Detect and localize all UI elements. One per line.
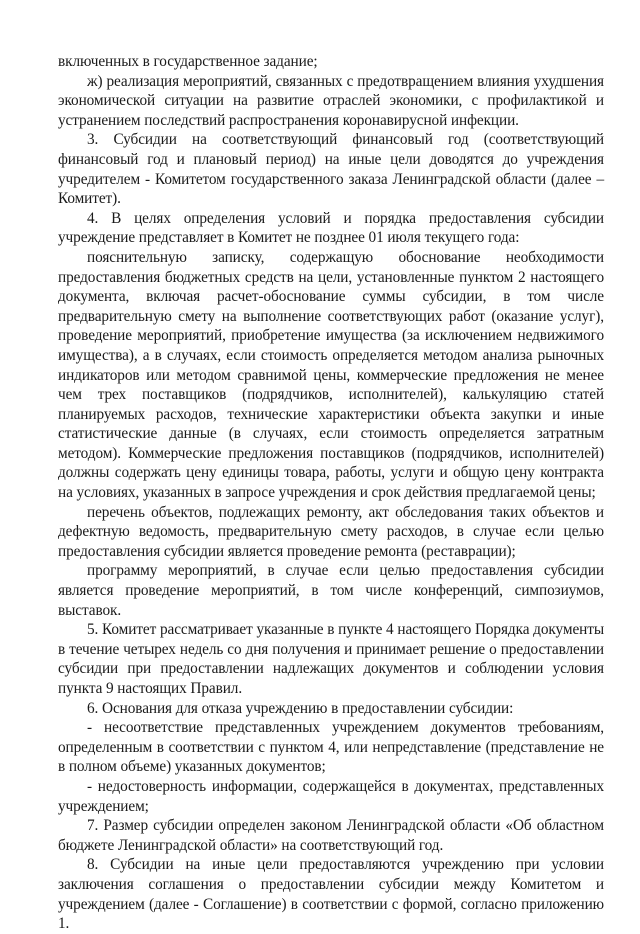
paragraph-5: 5. Комитет рассматривает указанные в пункте 4 настоящего Порядка документы в течение четырех недель со дня получения и принимает решение о предоставлении субсидии при предоставлении надлежащих документов и соблюдении условия пункта 9 настоящих Правил. (58, 621, 604, 697)
paragraph-4: 4. В целях определения условий и порядка предоставления субсидии учреждение представляет в Комитет не позднее 01 июля текущего года: (58, 209, 604, 247)
paragraph-8: 8. Субсидии на иные цели предоставляются учреждению при условии заключения соглашения о предоставлении субсидии между Комитетом и учреждением (далее - Соглашение) в соответствии с формой, согласно приложению 1. (58, 856, 604, 933)
paragraph-continuation: включенных в государственное задание; (58, 53, 318, 70)
paragraph-7: 7. Размер субсидии определен законом Ленинградской области «Об областном бюджете Ленинградской области» на соответствующий год. (58, 817, 604, 854)
paragraph-4-event-program: программу мероприятий, в случае если целью предоставления субсидии является проведение мероприятий, в том числе конференций, симпозиумов, выставок. (58, 562, 604, 619)
paragraph-item-zh: ж) реализация мероприятий, связанных с предотвращением влияния ухудшения экономической ситуации на развитие отраслей экономики, с профилактикой и устранением последствий распространения коронавирусной инфекции. (58, 72, 604, 129)
document-page (58, 52, 604, 933)
paragraph-6-item-1: - несоответствие представленных учреждением документов требованиям, определенным в соответствии с пунктом 4, или непредставление (представление не в полном объеме) указанных документов; (58, 719, 604, 776)
paragraph-3: 3. Субсидии на соответствующий финансовый год (соответствующий финансовый год и плановый период) на иные цели доводятся до учреждения учредителем - Комитетом государственного заказа Ленинградской области (далее – Комитет). (58, 131, 604, 208)
paragraph-6: 6. Основания для отказа учреждению в предоставлении субсидии: (87, 699, 514, 717)
paragraph-6-item-2: - недостоверность информации, содержащейся в документах, представленных учреждением; (58, 777, 604, 815)
paragraph-4-repair-list: перечень объектов, подлежащих ремонту, акт обследования таких объектов и дефектную ведомость, предварительную смету расходов, в случае если целью предоставления субсидии является проведение ремонта (реставрации); (58, 503, 604, 560)
paragraph-4-explanatory-note: пояснительную записку, содержащую обоснование необходимости предоставления бюджетных средств на цели, установленные пунктом 2 настоящего документа, включая расчет-обоснование суммы субсидии, в том числе предварительную смету на выполнение соответствующих работ (оказание услуг), проведение мероприятий, приобретение имущества (за исключением недвижимого имущества), а в случаях, если стоимость определяется методом анализа рыночных индикаторов или методом сравнимой цены, коммерческие предложения не менее чем трех поставщиков (подрядчиков, исполнителей), калькуляцию статей планируемых расходов, технические характеристики объекта закупки и иные статистические данные (в случаях, если стоимость определяется затратным методом). Коммерческие предложения поставщиков (подрядчиков, исполнителей) должны содержать цену единицы товара, работы, услуги и общую цену контракта на условиях, указанных в запросе учреждения и срок действия предлагаемой цены; (58, 248, 604, 502)
